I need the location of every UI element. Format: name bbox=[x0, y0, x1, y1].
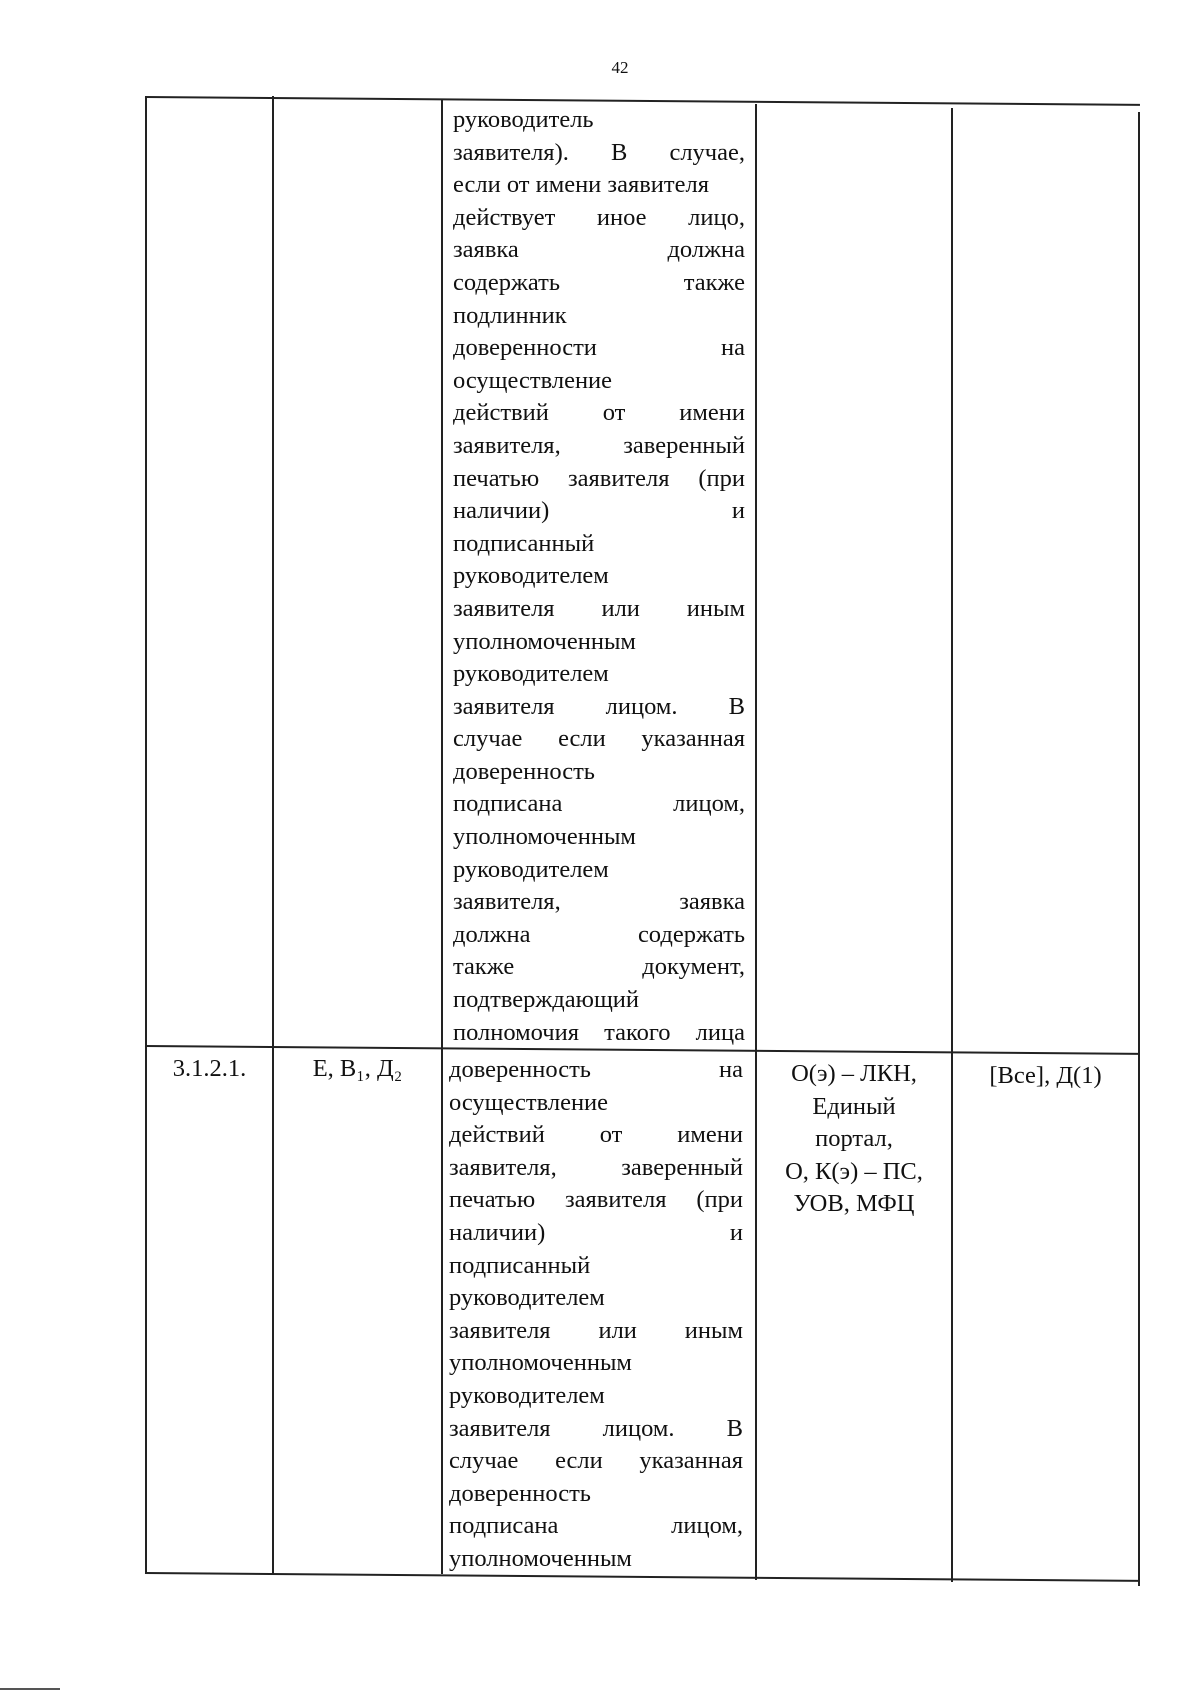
description-line: заявителя). В случае, bbox=[453, 138, 745, 166]
description-line: случае если указанная bbox=[449, 1447, 743, 1475]
description-line: уполномоченным bbox=[453, 627, 636, 655]
description-line: заявителя лицом. В bbox=[453, 692, 745, 720]
description-line: подписана лицом, bbox=[449, 1512, 743, 1540]
description-line: действий от имени bbox=[453, 399, 745, 427]
description-line: подписанный bbox=[449, 1251, 591, 1279]
row-number: 3.1.2.1. bbox=[172, 1055, 247, 1082]
column-divider-2 bbox=[441, 100, 443, 1574]
description-line: если от имени заявителя bbox=[453, 171, 709, 199]
column-divider-1 bbox=[272, 96, 274, 1574]
submission-line: портал, bbox=[815, 1125, 893, 1153]
description-line: уполномоченным bbox=[453, 823, 636, 851]
description-line: осуществление bbox=[449, 1088, 609, 1116]
description-line: доверенность на bbox=[449, 1056, 743, 1083]
description-line: руководителем bbox=[453, 562, 609, 590]
description-line: руководителем bbox=[453, 660, 609, 688]
description-line: действует иное лицо, bbox=[453, 203, 745, 231]
description-line: заявителя, заверенный bbox=[449, 1153, 743, 1181]
description-line: печатью заявителя (при bbox=[453, 464, 745, 492]
submission-line: О, К(э) – ПС, bbox=[785, 1157, 923, 1185]
description-line: наличии) и bbox=[453, 497, 745, 525]
row-submission-methods bbox=[757, 1058, 951, 1221]
description-line: подтверждающий bbox=[453, 986, 640, 1014]
submission-line: Единый bbox=[812, 1092, 896, 1120]
table-border-left bbox=[145, 96, 147, 1574]
description-line: руководителем bbox=[449, 1381, 605, 1409]
description-line: заявителя или иным bbox=[453, 594, 745, 622]
description-line: действий от имени bbox=[449, 1121, 743, 1149]
description-line: осуществление bbox=[453, 366, 613, 394]
row-codes: Е, В₁, Д₂ bbox=[312, 1055, 403, 1082]
row-scope: [Все], Д(1) bbox=[989, 1062, 1102, 1089]
description-line: заявителя, заявка bbox=[453, 888, 745, 916]
column-divider-3 bbox=[755, 104, 757, 1580]
description-line: печатью заявителя (при bbox=[449, 1186, 743, 1214]
page-number: 42 bbox=[611, 58, 629, 77]
scan-edge-mark bbox=[0, 1688, 60, 1690]
description-line: подписанный bbox=[453, 529, 595, 557]
column-divider-4 bbox=[951, 108, 953, 1582]
description-line: руководителем bbox=[449, 1284, 605, 1312]
description-line: доверенность bbox=[449, 1479, 591, 1507]
requirements-table bbox=[145, 96, 1140, 1574]
description-line: доверенность bbox=[453, 757, 595, 785]
description-line: заявителя лицом. В bbox=[449, 1414, 743, 1442]
description-line: полномочия такого лица bbox=[453, 1018, 745, 1046]
description-line: доверенности на bbox=[453, 334, 745, 362]
description-line: содержать также bbox=[453, 268, 745, 296]
description-line: случае если указанная bbox=[453, 725, 745, 753]
description-line: заявка должна bbox=[453, 236, 745, 264]
submission-line: УОВ, МФЦ bbox=[793, 1190, 915, 1218]
continuation-description bbox=[453, 104, 745, 1049]
description-line: уполномоченным bbox=[449, 1544, 632, 1572]
description-line: заявителя, заверенный bbox=[453, 431, 745, 459]
description-line: заявителя или иным bbox=[449, 1316, 743, 1344]
description-line: подлинник bbox=[453, 301, 567, 329]
description-line: руководителем bbox=[453, 855, 609, 883]
description-line: должна содержать bbox=[453, 920, 745, 948]
description-line: наличии) и bbox=[449, 1218, 743, 1246]
description-line: также документ, bbox=[453, 953, 745, 981]
description-line: подписана лицом, bbox=[453, 790, 745, 818]
description-line: руководитель bbox=[453, 106, 594, 133]
table-border-right bbox=[1138, 112, 1140, 1586]
description-line: уполномоченным bbox=[449, 1349, 632, 1377]
row-description bbox=[449, 1054, 743, 1576]
submission-line: О(э) – ЛКН, bbox=[791, 1060, 917, 1087]
